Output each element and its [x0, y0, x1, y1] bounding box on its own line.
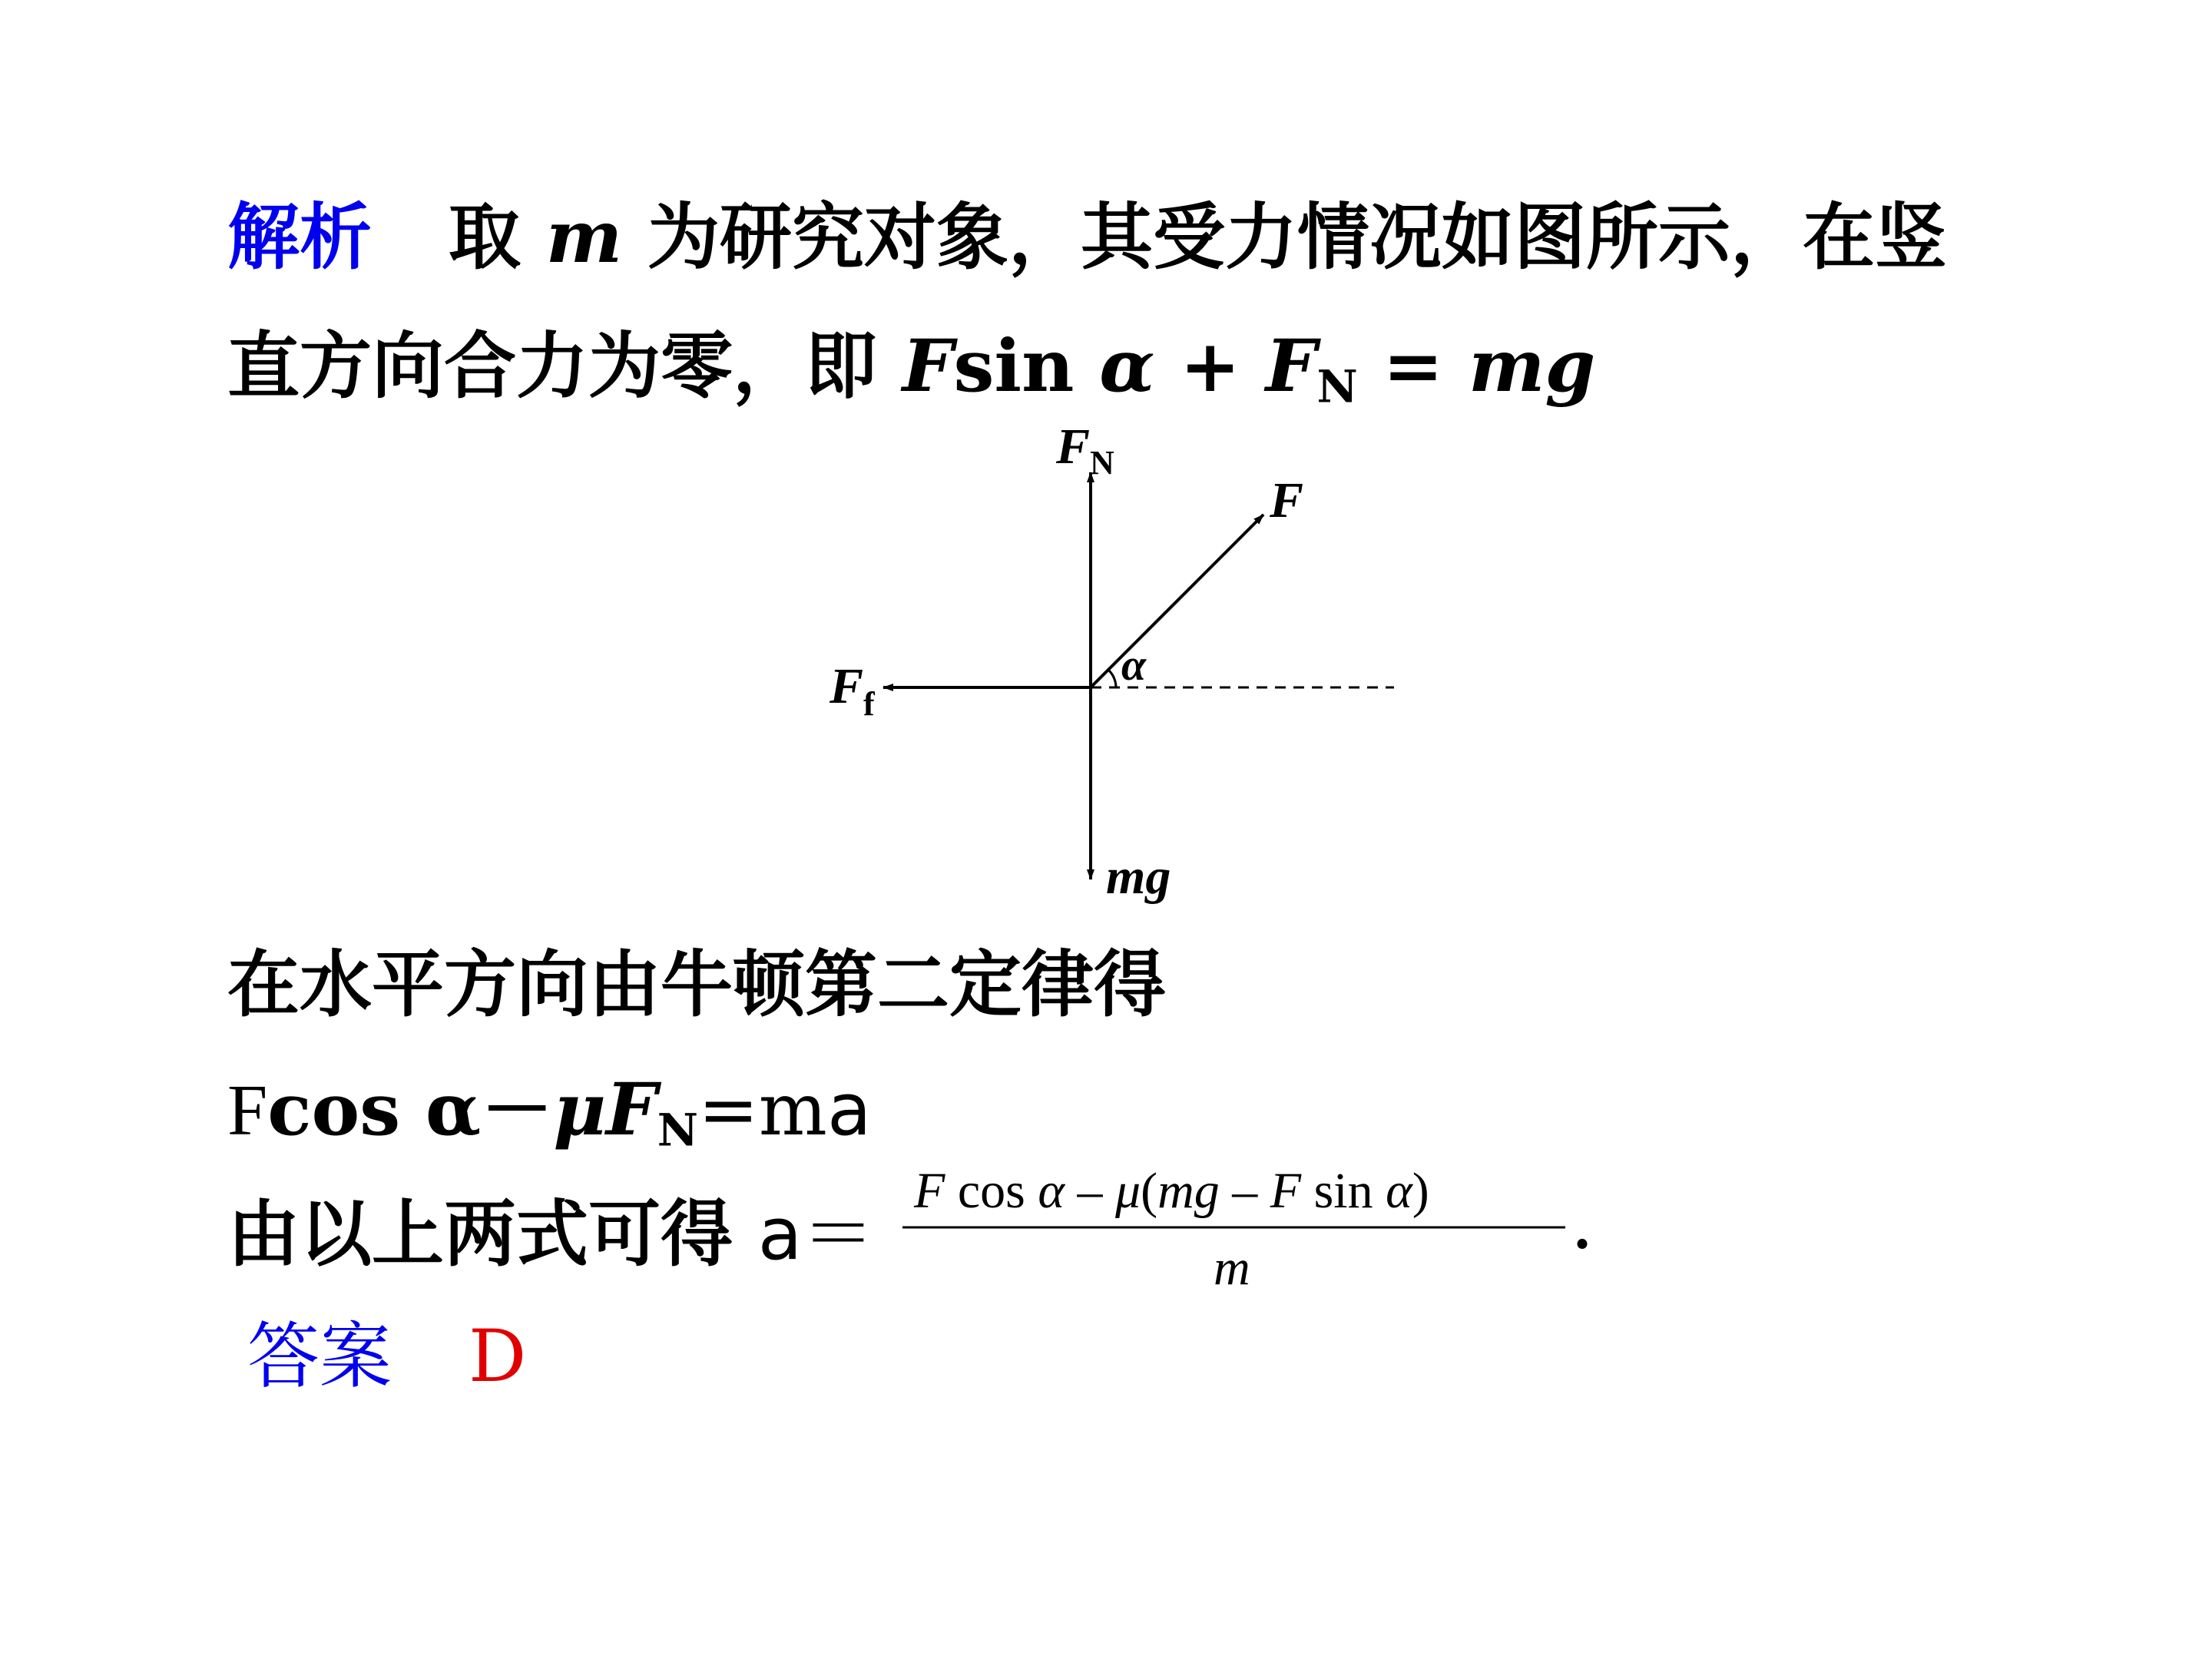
label-F: F — [1270, 472, 1304, 528]
eq1-alpha: α — [1099, 324, 1155, 409]
label-FN: $F_N$ — [1056, 419, 1114, 482]
eq2-F2: F — [606, 1068, 657, 1152]
period: . — [1575, 1194, 1590, 1262]
eq2-F: F — [227, 1071, 268, 1151]
analysis-label: 解析 — [227, 196, 373, 280]
eq1-mg: mg — [1468, 324, 1596, 409]
eq1-sub-N: N — [1316, 359, 1358, 413]
eq2-sub-N: N — [657, 1103, 699, 1157]
eq1-eq: = — [1357, 324, 1469, 409]
result-line — [227, 1192, 875, 1277]
eq2-minus: － — [481, 1068, 554, 1152]
eq1-sin: sin — [953, 324, 1100, 409]
line1-text-a: 取 — [449, 195, 546, 280]
fraction-denominator: m — [1214, 1240, 1250, 1296]
var-m: m — [545, 195, 623, 280]
equation-line — [227, 1068, 872, 1157]
analysis-line-2 — [227, 324, 1596, 413]
newton-second-law-line — [227, 942, 1167, 1027]
line3-text: 在水平方向由牛顿第二定律得 — [227, 942, 1167, 1027]
result-a-eq: a＝ — [757, 1193, 875, 1277]
eq2-a: a — [826, 1068, 872, 1152]
eq1-plus: + — [1154, 324, 1266, 409]
label-Ff: $F_f$ — [830, 658, 875, 723]
eq2-mu: μ — [553, 1068, 607, 1152]
eq2-eq-m: =m — [698, 1068, 827, 1152]
line2-text: 直方向合力为零，即 — [227, 324, 902, 409]
answer-line — [247, 1315, 527, 1399]
analysis-line-1 — [227, 195, 1947, 280]
answer-value: D — [469, 1315, 527, 1399]
line5-text: 由以上两式可得 — [227, 1192, 758, 1277]
label-alpha: α — [1121, 640, 1147, 690]
result-fraction — [899, 1152, 1590, 1306]
line1-text-b: 为研究对象，其受力情况如图所示，在竖 — [622, 195, 1947, 280]
answer-label: 答案 — [247, 1315, 392, 1399]
eq2-cos: cos α — [267, 1068, 482, 1152]
label-mg: mg — [1106, 849, 1171, 905]
eq1-F2: F — [1265, 324, 1317, 409]
eq1-F: F — [902, 324, 954, 409]
force-diagram — [826, 419, 1409, 926]
fraction-numerator: F cos α – μ(mg – F sin α) — [914, 1163, 1429, 1219]
